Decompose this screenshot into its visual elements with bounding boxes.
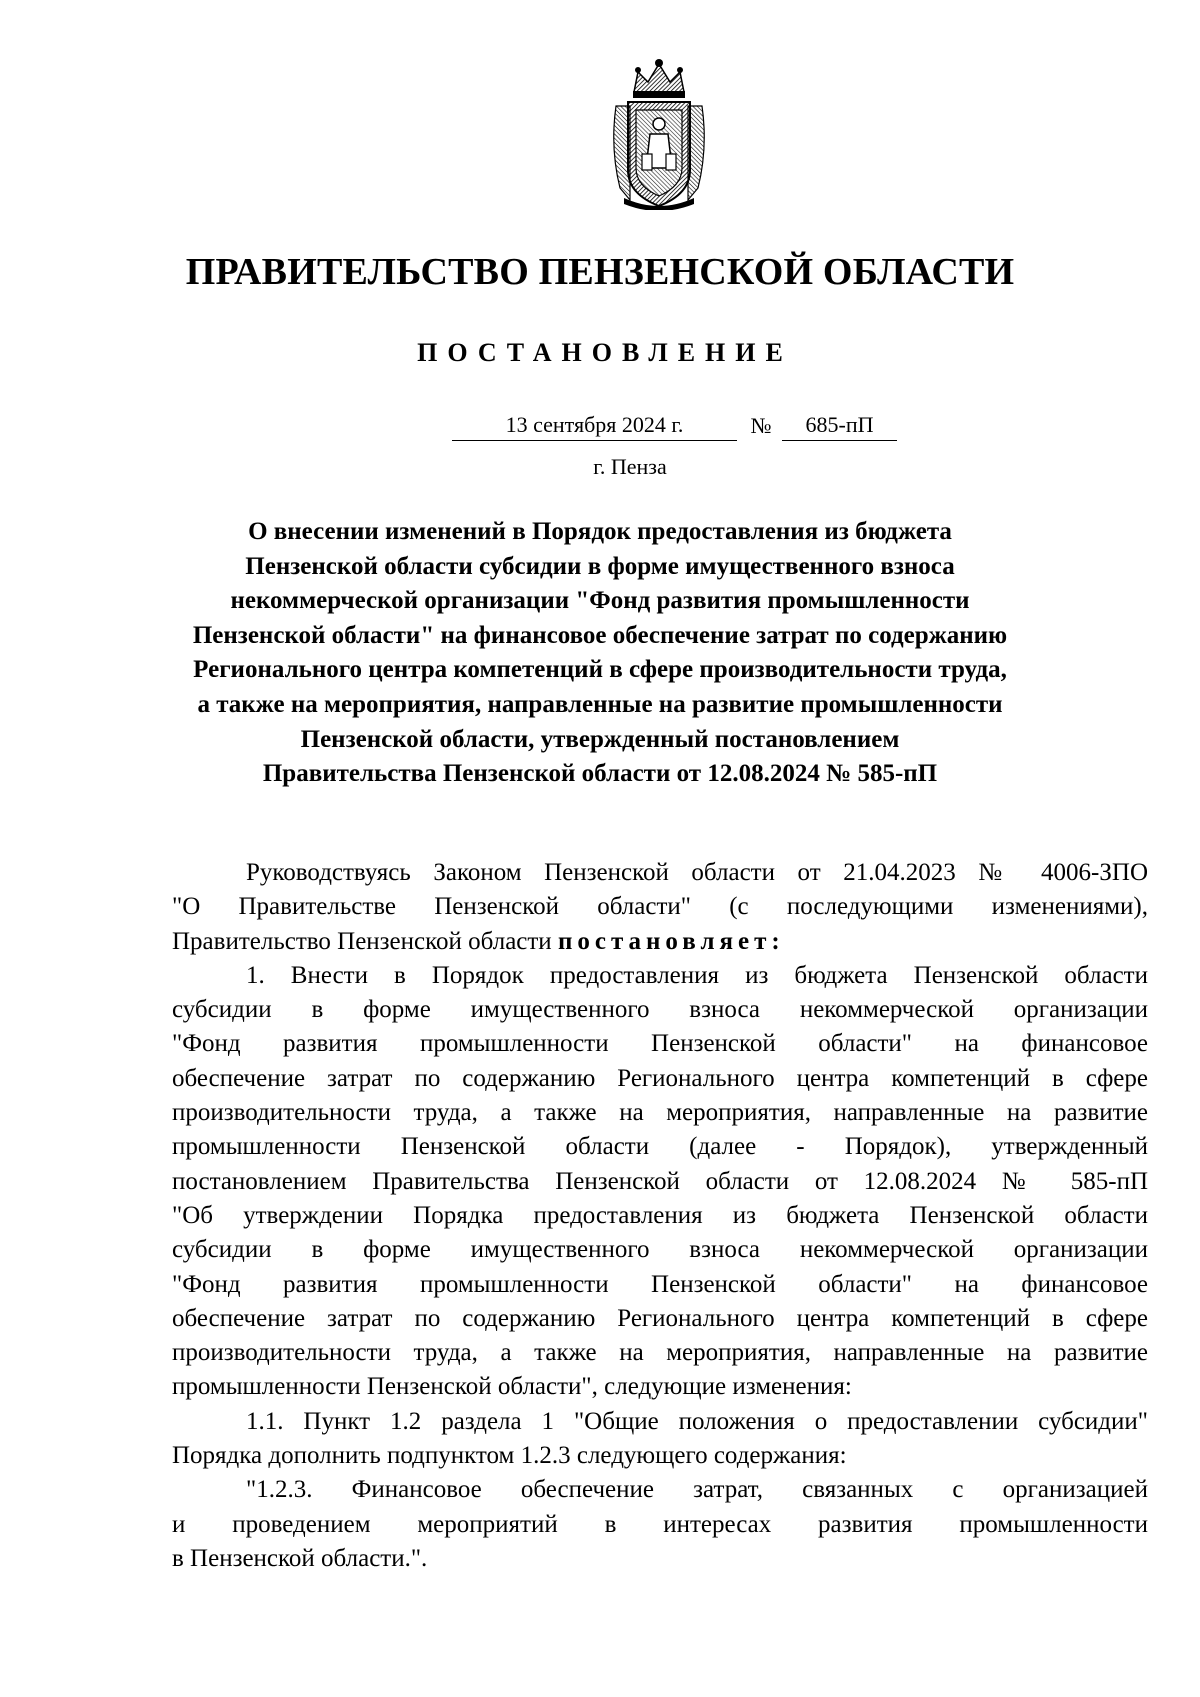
subject-line: О внесении изменений в Порядок предоставления из бюджета bbox=[248, 518, 952, 545]
coat-of-arms-emblem-icon bbox=[606, 58, 712, 210]
subject-line: Пензенской области, утвержденный постановлением bbox=[300, 725, 900, 753]
subject-line: Регионального центра компетенций в сфере производительности труда, bbox=[193, 656, 1007, 684]
subject-line: Пензенской области" на финансовое обеспечение затрат по содержанию bbox=[192, 621, 1008, 649]
body-line bbox=[172, 925, 1148, 959]
body-line: постановлением Правительства Пензенской области от 12.08.2024 № 585-пП bbox=[172, 1167, 1148, 1195]
body-line: "О Правительстве Пензенской области" (с последующими изменениями), bbox=[172, 893, 1148, 921]
body-line: промышленности Пензенской области (далее - Порядок), утвержденный bbox=[172, 1133, 1148, 1161]
body-line: Руководствуясь Законом Пензенской области от 21.04.2023 № 4006-ЗПО bbox=[246, 859, 1148, 886]
body-line: производительности труда, а также на мероприятия, направленные на развитие bbox=[172, 1099, 1148, 1127]
body-line: "Фонд развития промышленности Пензенской области" на финансовое bbox=[172, 1270, 1148, 1298]
body-line: 1.1. Пункт 1.2 раздела 1 "Общие положения о предоставлении субсидии" bbox=[246, 1407, 1148, 1435]
body-line: "Фонд развития промышленности Пензенской области" на финансовое bbox=[172, 1030, 1148, 1058]
subject-line: Правительства Пензенской области от 12.08.2024 № 585-пП bbox=[262, 760, 938, 788]
date-number-row bbox=[452, 410, 902, 442]
resolution-keyword: постановляет: bbox=[557, 927, 785, 955]
body-text-fragment: Правительство Пензенской области bbox=[172, 927, 552, 955]
government-title: ПРАВИТЕЛЬСТВО ПЕНЗЕНСКОЙ ОБЛАСТИ bbox=[185, 251, 1015, 293]
body-line: в Пензенской области.". bbox=[172, 1544, 428, 1572]
document-type-heading: ПОСТАНОВЛЕНИЕ bbox=[417, 338, 793, 367]
document-subject bbox=[170, 515, 1030, 792]
subject-line: а также на мероприятия, направленные на развитие промышленности bbox=[197, 690, 1003, 718]
body-line: субсидии в форме имущественного взноса некоммерческой организации bbox=[172, 1236, 1148, 1264]
body-line: 1. Внести в Порядок предоставления из бюджета Пензенской области bbox=[246, 961, 1148, 989]
subject-line: Пензенской области субсидии в форме имущественного взноса bbox=[245, 552, 955, 580]
number-sign: № bbox=[750, 413, 772, 438]
body-line: обеспечение затрат по содержанию Регионального центра компетенций в сфере bbox=[172, 1064, 1148, 1092]
body-line: промышленности Пензенской области", следующие изменения: bbox=[172, 1373, 852, 1401]
body-line: Порядка дополнить подпунктом 1.2.3 следующего содержания: bbox=[172, 1442, 847, 1470]
subject-line: некоммерческой организации "Фонд развития промышленности bbox=[230, 587, 970, 615]
body-line: и проведением мероприятий в интересах развития промышленности bbox=[172, 1510, 1148, 1538]
body-line: субсидии в форме имущественного взноса некоммерческой организации bbox=[172, 996, 1148, 1024]
body-line: производительности труда, а также на мероприятия, направленные на развитие bbox=[172, 1339, 1148, 1367]
document-body bbox=[172, 856, 1148, 1576]
body-line: обеспечение затрат по содержанию Регионального центра компетенций в сфере bbox=[172, 1304, 1148, 1332]
body-line: "Об утверждении Порядка предоставления из бюджета Пензенской области bbox=[172, 1201, 1148, 1229]
body-line: "1.2.3. Финансовое обеспечение затрат, связанных с организацией bbox=[246, 1476, 1148, 1504]
document-number: 685-пП bbox=[782, 410, 897, 441]
city-name: г. Пенза bbox=[593, 454, 667, 479]
document-date: 13 сентября 2024 г. bbox=[452, 410, 737, 441]
